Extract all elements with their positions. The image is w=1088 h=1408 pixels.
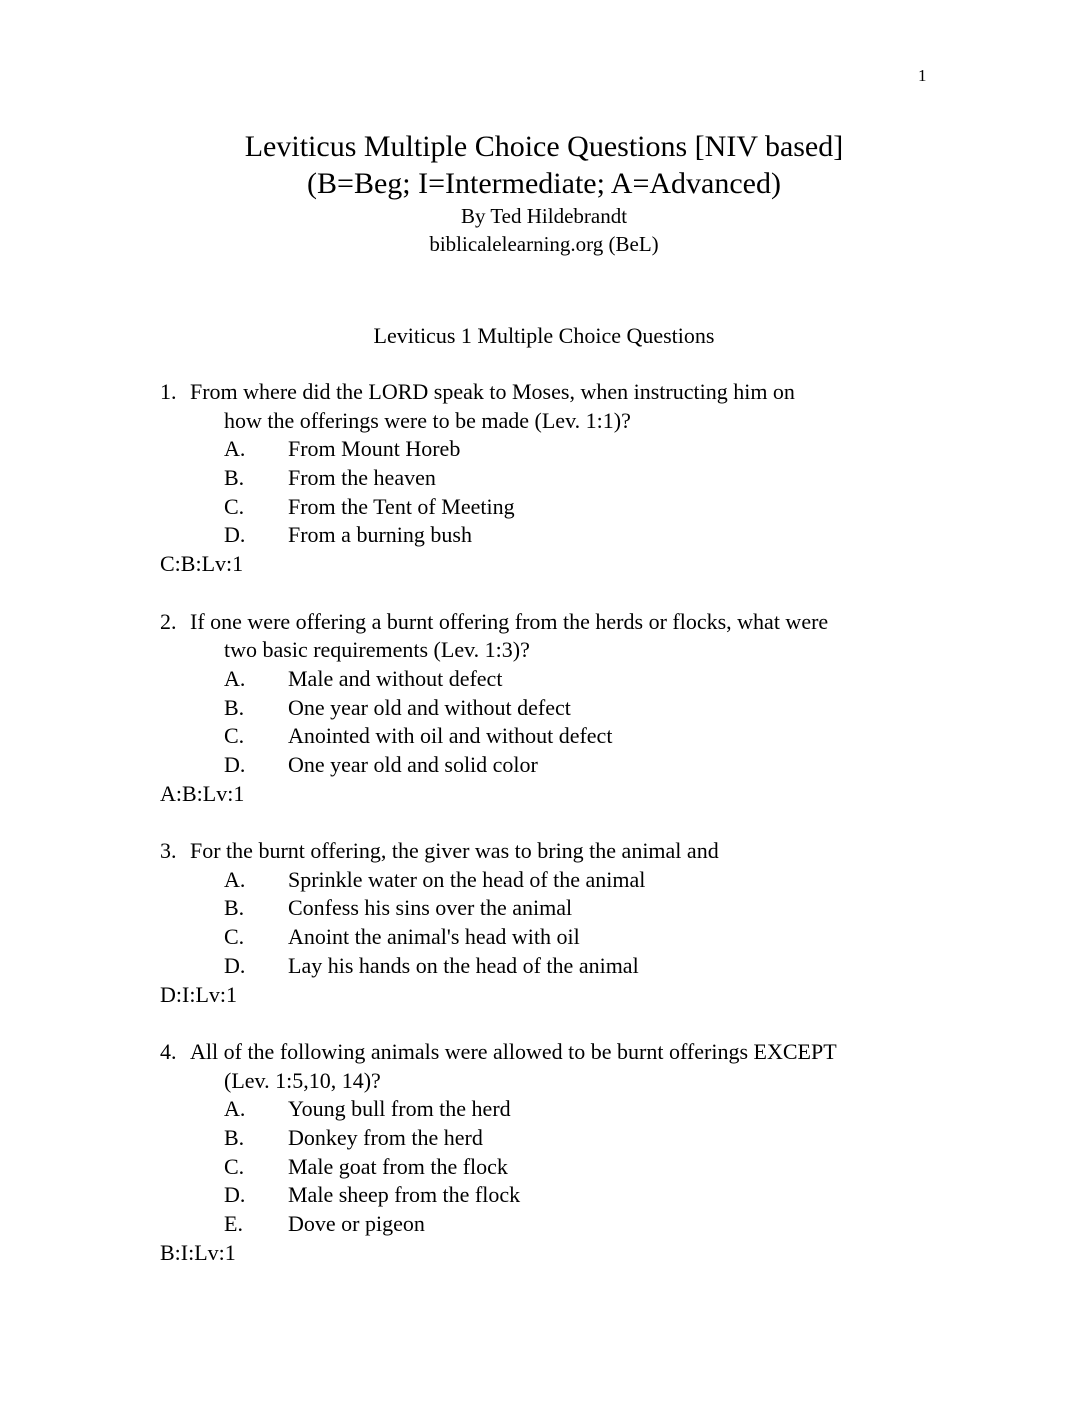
option-letter: B. bbox=[224, 465, 245, 491]
question-number: 2. bbox=[160, 608, 177, 634]
option-d bbox=[160, 521, 950, 550]
option-letter: B. bbox=[224, 1124, 245, 1150]
option-text: Lay his hands on the head of the animal bbox=[288, 952, 639, 978]
option-text: Dove or pigeon bbox=[288, 1211, 425, 1237]
question-text: For the burnt offering, the giver was to bring the animal and bbox=[190, 838, 719, 864]
option-letter: C. bbox=[224, 1153, 245, 1179]
answer-code: D:I:Lv:1 bbox=[160, 981, 237, 1007]
document-title-line-2: (B=Beg; I=Intermediate; A=Advanced) bbox=[307, 167, 781, 200]
option-a bbox=[160, 435, 950, 464]
option-text: From the Tent of Meeting bbox=[288, 493, 515, 519]
option-letter: C. bbox=[224, 493, 245, 519]
option-d bbox=[160, 1181, 950, 1210]
option-b bbox=[160, 694, 950, 723]
section-heading: Leviticus 1 Multiple Choice Questions bbox=[373, 323, 715, 348]
document-title-line-1: Leviticus Multiple Choice Questions [NIV based] bbox=[244, 130, 844, 163]
question-text: From where did the LORD speak to Moses, when instructing him on bbox=[190, 379, 795, 404]
option-letter: B. bbox=[224, 694, 245, 720]
question-4 bbox=[160, 1038, 950, 1268]
question-3 bbox=[160, 837, 950, 1009]
question-number: 3. bbox=[160, 838, 177, 864]
option-letter: C. bbox=[224, 924, 245, 950]
option-text: Male goat from the flock bbox=[288, 1153, 508, 1179]
option-text: One year old and without defect bbox=[288, 694, 571, 720]
option-text: Confess his sins over the animal bbox=[288, 895, 573, 921]
option-letter: B. bbox=[224, 895, 245, 921]
option-text: Male sheep from the flock bbox=[288, 1182, 521, 1208]
option-c bbox=[160, 923, 950, 952]
option-letter: E. bbox=[224, 1211, 243, 1237]
answer-code: B:I:Lv:1 bbox=[160, 1239, 236, 1265]
option-a bbox=[160, 1095, 950, 1124]
option-a bbox=[160, 665, 950, 694]
option-d bbox=[160, 952, 950, 981]
option-letter: D. bbox=[224, 752, 246, 777]
question-stem-line-2: how the offerings were to be made (Lev. 1:1)? bbox=[224, 407, 631, 433]
option-letter: D. bbox=[224, 522, 246, 548]
option-text: Male and without defect bbox=[288, 665, 503, 691]
page-number: 1 bbox=[918, 66, 927, 85]
option-text: From Mount Horeb bbox=[288, 436, 461, 462]
option-text: From a burning bush bbox=[288, 522, 472, 548]
answer-code: A:B:Lv:1 bbox=[160, 780, 245, 806]
option-text: One year old and solid color bbox=[288, 752, 538, 777]
question-1 bbox=[160, 378, 950, 579]
option-letter: C. bbox=[224, 723, 245, 749]
option-c bbox=[160, 1153, 950, 1182]
question-stem-line-1 bbox=[160, 837, 950, 866]
question-stem-line-2: (Lev. 1:5,10, 14)? bbox=[224, 1067, 381, 1093]
answer-code: C:B:Lv:1 bbox=[160, 551, 244, 577]
question-text: If one were offering a burnt offering from the herds or flocks, what were bbox=[190, 608, 829, 634]
document-header bbox=[0, 128, 1088, 258]
option-text: Anoint the animal's head with oil bbox=[288, 924, 580, 950]
question-number: 1. bbox=[160, 379, 177, 404]
option-letter: A. bbox=[224, 866, 246, 892]
option-letter: A. bbox=[224, 665, 246, 691]
question-stem-line-1 bbox=[160, 378, 950, 407]
option-b bbox=[160, 894, 950, 923]
option-b bbox=[160, 1124, 950, 1153]
question-2 bbox=[160, 608, 950, 809]
option-a bbox=[160, 866, 950, 895]
question-list bbox=[160, 378, 950, 1296]
question-number: 4. bbox=[160, 1038, 177, 1064]
option-c bbox=[160, 722, 950, 751]
option-letter: D. bbox=[224, 1182, 246, 1208]
option-letter: A. bbox=[224, 1096, 246, 1122]
website-line: biblicalelearning.org (BeL) bbox=[429, 232, 659, 256]
question-text: All of the following animals were allowed to be burnt offerings EXCEPT bbox=[190, 1038, 837, 1064]
option-e bbox=[160, 1210, 950, 1239]
option-c bbox=[160, 493, 950, 522]
author-line: By Ted Hildebrandt bbox=[460, 204, 628, 228]
option-b bbox=[160, 464, 950, 493]
option-text: Young bull from the herd bbox=[288, 1096, 511, 1122]
question-stem-line-2: two basic requirements (Lev. 1:3)? bbox=[224, 637, 530, 663]
option-text: Donkey from the herd bbox=[288, 1124, 483, 1150]
option-letter: A. bbox=[224, 436, 246, 462]
option-d bbox=[160, 751, 950, 780]
option-text: Sprinkle water on the head of the animal bbox=[288, 866, 646, 892]
option-letter: D. bbox=[224, 952, 246, 978]
option-text: Anointed with oil and without defect bbox=[288, 723, 613, 749]
question-stem-line-1 bbox=[160, 608, 950, 637]
question-stem-line-1 bbox=[160, 1038, 950, 1067]
option-text: From the heaven bbox=[288, 465, 436, 491]
